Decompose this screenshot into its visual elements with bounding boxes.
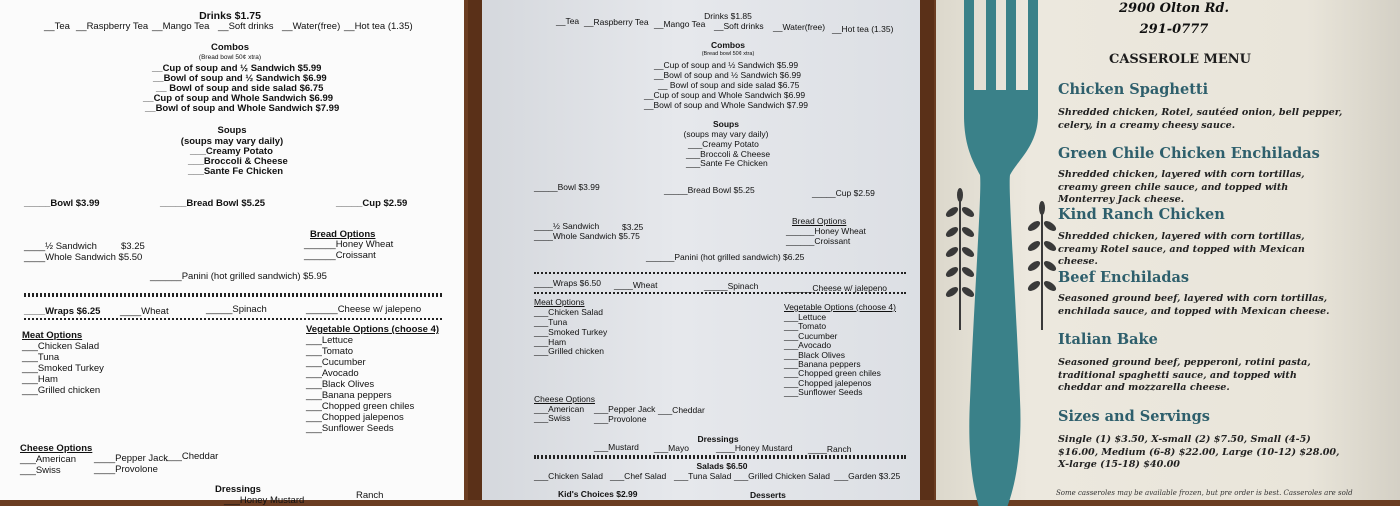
cheese-item: ___Swiss	[20, 465, 61, 476]
dish-name: Beef Enchiladas	[1058, 269, 1190, 286]
menu-title: CASSEROLE MENU	[1108, 52, 1252, 67]
dotted-divider	[534, 455, 906, 459]
salad-item: ___Chicken Salad	[534, 471, 603, 481]
veg-item: ___Tomato	[306, 346, 354, 357]
veg-item: ___Banana peppers	[784, 359, 861, 369]
soup-item: ___Creamy Potato	[190, 146, 273, 157]
wrap-option: _____Spinach	[704, 281, 759, 291]
cheese-title: Cheese Options	[534, 394, 595, 404]
bread-options-title: Bread Options	[792, 216, 847, 226]
dish-name: Kind Ranch Chicken	[1058, 206, 1225, 223]
drink-item: __Mango Tea	[654, 19, 706, 29]
meat-item: ___Ham	[534, 337, 567, 347]
veg-item: ___Banana peppers	[306, 390, 392, 401]
drink-item: __Mango Tea	[152, 21, 210, 32]
leaf-sprig-icon	[1026, 201, 1057, 330]
cheese-item: ___Cheddar	[658, 405, 705, 415]
cheese-item: ___Provolone	[594, 414, 647, 424]
dish-description: Seasoned ground beef, layered with corn tortillas, enchilada sauce, and topped with Mexican cheese.	[1058, 293, 1330, 317]
dish-name: Green Chile Chicken Enchiladas	[1058, 145, 1320, 162]
cheese-item: ___Pepper Jack	[594, 404, 656, 414]
meat-title: Meat Options	[22, 330, 83, 341]
cup-price: _____Cup $2.59	[812, 188, 875, 198]
soup-item: ___Sante Fe Chicken	[686, 158, 768, 168]
soup-item: ___Sante Fe Chicken	[188, 166, 284, 177]
dressing-item: ___Mustard	[594, 442, 639, 452]
veg-title: Vegetable Options (choose 4)	[784, 302, 896, 312]
soup-item: ___Creamy Potato	[688, 139, 759, 149]
salad-item: ___Garden $3.25	[834, 471, 901, 481]
footnote: Some casseroles may be available frozen, but pre order is best. Casseroles are sold	[1056, 489, 1353, 497]
kids-choices: Kid's Choices $2.99	[558, 489, 638, 499]
bread-option: ______Croissant	[304, 250, 376, 261]
combo-item: __Bowl of soup and ½ Sandwich $6.99	[153, 73, 327, 84]
veg-item: ___Chopped jalepenos	[306, 412, 404, 423]
veg-item: ___Cucumber	[784, 331, 838, 341]
veg-item: ___Avocado	[306, 368, 359, 379]
dotted-divider	[534, 272, 906, 274]
cheese-item: ___American	[534, 404, 585, 414]
dish-description: Seasoned ground beef, pepperoni, rotini pasta, traditional spaghetti sauce, and topped with cheddar and mozzarella cheese.	[1058, 357, 1311, 393]
combo-item: __Cup of soup and ½ Sandwich $5.99	[654, 60, 799, 70]
wraps-price: ____Wraps $6.50	[534, 278, 601, 288]
sizes-text: Single (1) $3.50, X-small (2) $7.50, Small (4-5) $16.00, Medium (6-8) $22.00, Large (10-12) $28.00, X-large (15-18) $40.00	[1058, 434, 1340, 470]
wrap-option: _____Spinach	[206, 304, 267, 315]
bread-option: ______Honey Wheat	[786, 226, 866, 236]
veg-item: ___Black Olives	[784, 350, 845, 360]
drinks-title: Drinks $1.75	[199, 10, 261, 22]
veg-item: ___Chopped jalepenos	[784, 378, 872, 388]
meat-item: ___Smoked Turkey	[534, 327, 608, 337]
dish-name: Italian Bake	[1058, 331, 1158, 348]
meat-item: ___Grilled chicken	[534, 346, 604, 356]
dish-description: Shredded chicken, Rotel, sautéed onion, bell pepper, celery, in a creamy cheesy sauce.	[1058, 107, 1343, 131]
bowl-price: _____Bowl $3.99	[24, 198, 100, 209]
veg-item: ___Black Olives	[306, 379, 375, 390]
bread-bowl-price: _____Bread Bowl $5.25	[160, 198, 266, 209]
soup-item: ___Broccoli & Cheese	[686, 149, 771, 159]
veg-item: ___Cucumber	[306, 357, 366, 368]
cheese-item: ___American	[20, 454, 76, 465]
dressing-item: ___Honey Mustard	[224, 495, 305, 506]
menu-photo-1	[0, 0, 464, 506]
phone: 291-0777	[1139, 22, 1209, 37]
salad-item: ___Grilled Chicken Salad	[734, 471, 830, 481]
soup-item: ___Broccoli & Cheese	[188, 156, 288, 167]
dressing-item: ____Honey Mustard	[716, 443, 793, 453]
combo-item: __Cup of soup and Whole Sandwich $6.99	[143, 93, 334, 104]
dotted-divider	[24, 318, 442, 320]
meat-item: ___Chicken Salad	[534, 307, 603, 317]
soups-title: Soups	[713, 119, 739, 129]
combo-item: __Bowl of soup and Whole Sandwich $7.99	[145, 103, 340, 114]
dotted-divider	[24, 293, 442, 297]
combos-title: Combos	[211, 42, 249, 53]
wrap-option: ____Wheat	[614, 280, 658, 290]
combo-item: __ Bowl of soup and side salad $6.75	[658, 80, 800, 90]
meat-item: ___Smoked Turkey	[22, 363, 104, 374]
address: 2900 Olton Rd.	[1118, 1, 1230, 16]
dish-description: Shredded chicken, layered with corn tortillas, creamy green chile sauce, and topped with Monterrey Jack cheese.	[1058, 169, 1305, 205]
salad-item: ___Chef Salad	[610, 471, 667, 481]
veg-title: Vegetable Options (choose 4)	[306, 324, 440, 335]
wrap-option: ______Cheese w/ jalepeno	[784, 283, 888, 293]
drink-item: __Raspberry Tea	[76, 21, 149, 32]
veg-item: ___Sunflower Seeds	[784, 387, 863, 397]
veg-item: ___Lettuce	[306, 335, 354, 346]
combo-item: __Bowl of soup and ½ Sandwich $6.99	[654, 70, 801, 80]
sizes-title: Sizes and Servings	[1058, 408, 1210, 425]
dressing-item: ____Ranch	[808, 444, 852, 454]
dressings-title: Dressings	[215, 484, 261, 495]
veg-item: ___Avocado	[784, 340, 832, 350]
meat-item: ___Tuna	[22, 352, 60, 363]
combos-note: (Bread bowl 50¢ xtra)	[198, 54, 262, 61]
half-sandwich: ____½ Sandwich	[534, 221, 600, 231]
drink-item: __Hot tea (1.35)	[832, 24, 894, 34]
panini-price: ______Panini (hot grilled sandwich) $5.95	[150, 271, 327, 282]
fork-icon	[964, 0, 1038, 506]
dish-description: Shredded chicken, layered with corn tortillas, creamy Rotel sauce, and topped with Mexican cheese.	[1058, 231, 1305, 267]
veg-item: ___Lettuce	[784, 312, 827, 322]
dressing-item: ___Mayo	[654, 443, 689, 453]
meat-item: ___Chicken Salad	[22, 341, 100, 352]
soups-note: (soups may vary daily)	[180, 136, 284, 147]
drink-item: __Hot tea (1.35)	[344, 21, 413, 32]
panini-price: ______Panini (hot grilled sandwich) $6.25	[646, 252, 805, 262]
meat-item: ___Ham	[22, 374, 58, 385]
meat-title: Meat Options	[534, 297, 585, 307]
half-sandwich-price: $3.25	[622, 222, 644, 232]
veg-item: ___Tomato	[784, 321, 827, 331]
casserole-menu-photo	[936, 0, 1400, 500]
veg-item: ___Sunflower Seeds	[306, 423, 394, 434]
drink-item: __Tea	[556, 16, 580, 26]
salads-title: Salads $6.50	[696, 461, 748, 471]
half-sandwich: ____½ Sandwich	[24, 241, 97, 252]
leaf-sprig-icon	[944, 188, 975, 330]
veg-item: ___Chopped green chiles	[306, 401, 415, 412]
menu-photo-2	[468, 0, 934, 500]
menu-sheet	[482, 0, 920, 500]
drink-item: __Water(free)	[282, 21, 341, 32]
drink-item: __Soft drinks	[218, 21, 274, 32]
cheese-title: Cheese Options	[20, 443, 93, 454]
half-sandwich-price: $3.25	[121, 241, 145, 252]
wrap-option: ____Wheat	[120, 306, 169, 317]
bread-bowl-price: _____Bread Bowl $5.25	[664, 185, 755, 195]
desserts-title: Desserts	[750, 490, 786, 500]
salad-item: ___Tuna Salad	[674, 471, 732, 481]
cheese-item: ____Pepper Jack	[94, 453, 168, 464]
soups-title: Soups	[217, 125, 247, 136]
meat-item: ___Grilled chicken	[22, 385, 101, 396]
combo-item: __Bowl of soup and Whole Sandwich $7.99	[644, 100, 808, 110]
wraps-price: ____Wraps $6.25	[24, 306, 101, 317]
drink-item: __Raspberry Tea	[584, 17, 649, 27]
dotted-divider	[534, 292, 906, 294]
bread-option: ______Croissant	[786, 236, 851, 246]
drink-item: __Water(free)	[773, 22, 826, 32]
combo-item: __Cup of soup and ½ Sandwich $5.99	[152, 63, 322, 74]
dressings-title: Dressings	[697, 434, 739, 444]
whole-sandwich: ____Whole Sandwich $5.50	[24, 252, 143, 263]
veg-item: ___Chopped green chiles	[784, 368, 881, 378]
wrap-option: ______Cheese w/ jalepeno	[306, 304, 422, 315]
dish-name: Chicken Spaghetti	[1058, 81, 1209, 98]
dressing-item: Ranch	[356, 490, 384, 501]
combo-item: __ Bowl of soup and side salad $6.75	[156, 83, 324, 94]
soups-note: (soups may vary daily)	[683, 129, 769, 139]
cheese-item: ____Provolone	[94, 464, 158, 475]
bowl-price: _____Bowl $3.99	[534, 182, 600, 192]
drink-item: __Tea	[44, 21, 70, 32]
drinks-title: Drinks $1.85	[704, 11, 752, 21]
cup-price: _____Cup $2.59	[336, 198, 408, 209]
combos-title: Combos	[711, 40, 745, 50]
whole-sandwich: ____Whole Sandwich $5.75	[534, 231, 640, 241]
cheese-item: ___Cheddar	[166, 451, 219, 462]
cheese-item: ___Swiss	[534, 413, 571, 423]
combo-item: __Cup of soup and Whole Sandwich $6.99	[644, 90, 806, 100]
bread-option: ______Honey Wheat	[304, 239, 394, 250]
drink-item: __Soft drinks	[714, 21, 764, 31]
combos-note: (Bread bowl 50¢ xtra)	[701, 51, 755, 57]
meat-item: ___Tuna	[534, 317, 568, 327]
bread-options-title: Bread Options	[310, 229, 376, 240]
